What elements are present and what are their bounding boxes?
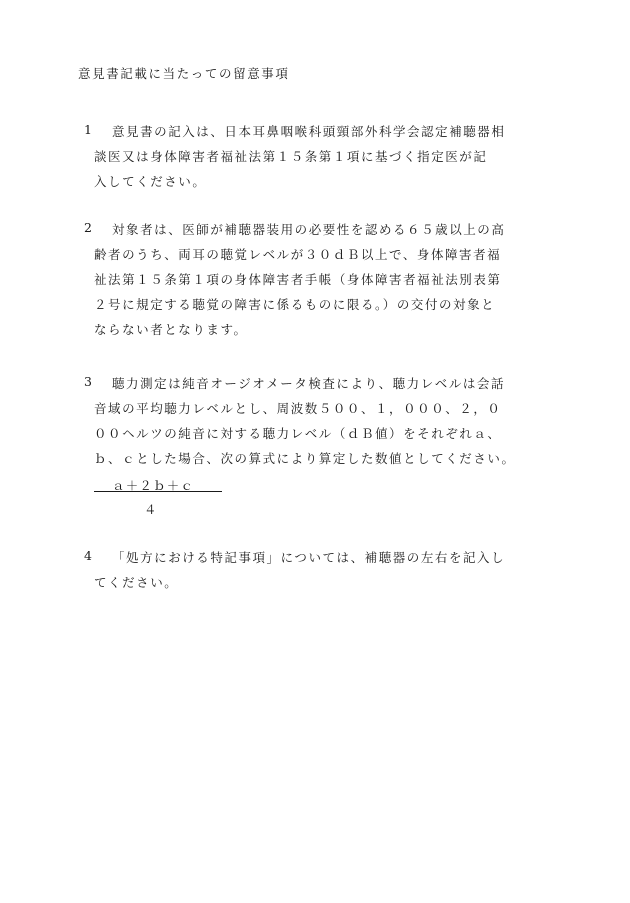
fraction-bar (94, 491, 222, 492)
item-number: 2 (84, 220, 92, 235)
item-number: 1 (84, 122, 92, 137)
page-title: 意見書記載に当たっての留意事項 (78, 66, 290, 81)
item-text-line: 入してください。 (94, 174, 207, 189)
item-text-line: 祉法第１５条第１項の身体障害者手帳（身体障害者福祉法別表第 (94, 272, 502, 287)
item-text-line: 意見書の記入は、日本耳鼻咽喉科頭頸部外科学会認定補聴器相 (112, 124, 506, 139)
item-text-line: てください。 (94, 575, 179, 590)
item-text-line: 対象者は、医師が補聴器装用の必要性を認める６５歳以上の高 (112, 222, 506, 237)
formula-denominator: ４ (144, 502, 158, 517)
item-text-line: ２号に規定する聴覚の障害に係るものに限る。）の交付の対象と (94, 297, 496, 312)
item-number: 4 (84, 548, 92, 563)
item-text-line: ００ヘルツの純音に対する聴力レベル（ｄＢ値）をそれぞれａ、 (94, 426, 502, 441)
item-text-line: 齢者のうち、両耳の聴覚レベルが３０ｄＢ以上で、身体障害者福 (94, 247, 502, 262)
item-text-line: ならない者となります。 (94, 322, 248, 337)
item-text-line: 音域の平均聴力レベルとし、周波数５００、１，０００、２，０ (94, 401, 502, 416)
item-text-line: 談医又は身体障害者福祉法第１５条第１項に基づく指定医が記 (94, 149, 488, 164)
formula-numerator: ａ＋２ｂ＋ｃ (112, 478, 195, 493)
item-text-line: 「処方における特記事項」については、補聴器の左右を記入し (112, 550, 506, 565)
item-text-line: ｂ、ｃとした場合、次の算式により算定した数値としてください。 (94, 451, 516, 466)
item-text-line: 聴力測定は純音オージオメータ検査により、聴力レベルは会話 (112, 376, 506, 391)
item-number: 3 (84, 374, 92, 389)
